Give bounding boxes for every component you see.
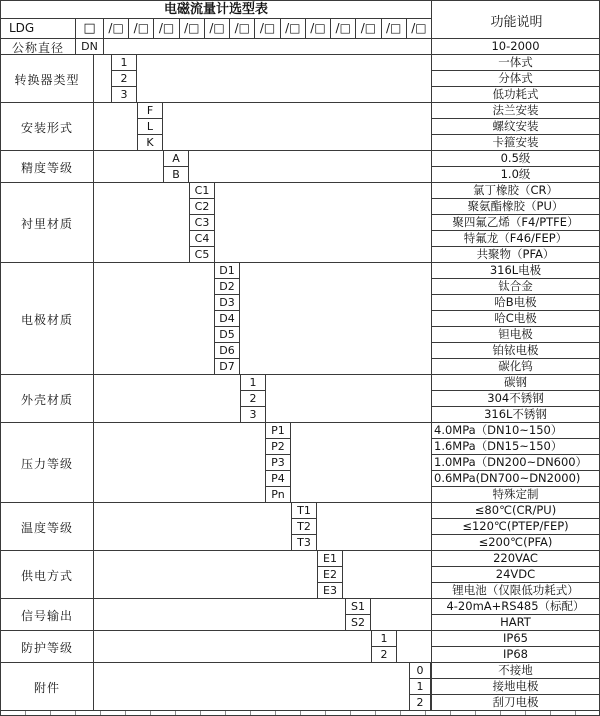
option-code-cell: C1 — [189, 183, 215, 199]
option-code-cell: T2 — [291, 519, 317, 535]
model-code-slot: /□ — [411, 21, 427, 35]
option-code-cell: D5 — [214, 327, 240, 343]
model-code-row — [1, 19, 431, 39]
option-description: 铂铱电极 — [431, 343, 599, 359]
model-code-slot: /□ — [382, 19, 407, 39]
option-description: 哈B电极 — [431, 295, 599, 311]
option-description: ≤80℃(CR/PU) — [431, 503, 599, 519]
option-code-cell: E2 — [317, 567, 343, 583]
option-code-cell: 1 — [111, 55, 137, 71]
section-label: 安装形式 — [1, 103, 94, 151]
section-protection-class — [1, 631, 599, 663]
section-label: 附件 — [1, 663, 94, 711]
option-description: 316L不锈钢 — [431, 407, 599, 423]
option-description: 不接地 — [431, 663, 599, 679]
option-row — [1, 471, 599, 487]
option-code-cell: DN — [76, 39, 104, 55]
option-code-cell: D3 — [214, 295, 240, 311]
option-description: 10-2000 — [431, 39, 599, 55]
option-description: 低功耗式 — [431, 87, 599, 103]
option-row — [1, 359, 599, 375]
option-code-cell: P3 — [265, 455, 291, 471]
option-row — [1, 663, 599, 679]
option-description: 特氟龙（F46/FEP） — [431, 231, 599, 247]
option-row — [1, 119, 599, 135]
spreadsheet-grid-remnant — [1, 711, 599, 715]
option-row — [1, 199, 599, 215]
option-row — [1, 135, 599, 151]
option-row — [1, 263, 599, 279]
option-row — [1, 567, 599, 583]
option-description: 哈C电极 — [431, 311, 599, 327]
option-code-cell: T3 — [291, 535, 317, 551]
option-row — [1, 535, 599, 551]
model-prefix: LDG — [1, 19, 76, 39]
section-label: 信号输出 — [1, 599, 94, 631]
option-description: 316L电极 — [431, 263, 599, 279]
section-label: 防护等级 — [1, 631, 94, 663]
section-power-supply — [1, 551, 599, 599]
option-row — [1, 327, 599, 343]
table-title: 电磁流量计选型表 — [1, 1, 431, 19]
option-description: 0.5级 — [431, 151, 599, 167]
option-code-cell: 2 — [409, 695, 431, 711]
model-code-slot: /□ — [230, 19, 255, 39]
option-description: 1.0级 — [431, 167, 599, 183]
option-code-cell: 1 — [409, 679, 431, 695]
option-code-cell: 1 — [240, 375, 266, 391]
option-row — [1, 439, 599, 455]
option-code-cell: P2 — [265, 439, 291, 455]
option-description: 特殊定制 — [431, 487, 599, 503]
option-description: 0.6MPa(DN700~DN2000) — [431, 471, 599, 487]
option-description: 碳钢 — [431, 375, 599, 391]
option-row — [1, 615, 599, 631]
option-row — [1, 519, 599, 535]
option-row — [1, 583, 599, 599]
option-code-cell: S2 — [345, 615, 371, 631]
section-label: 公称直径 — [1, 39, 76, 55]
option-description: ≤120℃(PTEP/FEP) — [431, 519, 599, 535]
section-label: 外壳材质 — [1, 375, 94, 423]
section-accuracy-class — [1, 151, 599, 183]
option-code-cell: S1 — [345, 599, 371, 615]
option-code-cell: D4 — [214, 311, 240, 327]
option-description: IP68 — [431, 647, 599, 663]
option-code-cell: F — [137, 103, 163, 119]
option-code-cell: C5 — [189, 247, 215, 263]
option-description: 卡箍安装 — [431, 135, 599, 151]
section-installation-type — [1, 103, 599, 151]
option-code-cell: K — [137, 135, 163, 151]
section-label: 温度等级 — [1, 503, 94, 551]
option-row — [1, 503, 599, 519]
model-code-slot: /□ — [356, 19, 381, 39]
option-code-cell: 2 — [371, 647, 397, 663]
option-row — [1, 391, 599, 407]
option-description: 1.6MPa（DN15~150） — [431, 439, 599, 455]
section-pressure-class — [1, 423, 599, 503]
option-description: 4.0MPa（DN10~150） — [431, 423, 599, 439]
option-row — [1, 487, 599, 503]
option-row — [1, 247, 599, 263]
option-code-cell: 3 — [240, 407, 266, 423]
option-row — [1, 551, 599, 567]
option-row — [1, 103, 599, 119]
option-code-cell: L — [137, 119, 163, 135]
option-row — [1, 71, 599, 87]
option-code-cell: D1 — [214, 263, 240, 279]
option-code-cell: 3 — [111, 87, 137, 103]
option-description: 24VDC — [431, 567, 599, 583]
option-code-cell: 1 — [371, 631, 397, 647]
option-row — [1, 279, 599, 295]
model-code-slot: /□ — [180, 19, 205, 39]
option-row — [1, 231, 599, 247]
table-header — [1, 1, 599, 39]
option-description: 304不锈钢 — [431, 391, 599, 407]
section-label: 供电方式 — [1, 551, 94, 599]
option-row — [1, 151, 599, 167]
section-electrode-material — [1, 263, 599, 375]
option-code-cell: C3 — [189, 215, 215, 231]
section-label: 转换器类型 — [1, 55, 94, 103]
option-description: 钽电极 — [431, 327, 599, 343]
model-code-slot: /□ — [306, 19, 331, 39]
option-row — [1, 599, 599, 615]
option-description: 220VAC — [431, 551, 599, 567]
section-label: 精度等级 — [1, 151, 94, 183]
model-code-box: □ — [76, 19, 104, 39]
option-row — [1, 215, 599, 231]
section-label: 电极材质 — [1, 263, 94, 375]
option-row — [1, 647, 599, 663]
option-code-cell: Pn — [265, 487, 291, 503]
option-row — [1, 343, 599, 359]
option-code-cell: 2 — [240, 391, 266, 407]
option-description: 螺纹安装 — [431, 119, 599, 135]
option-description: IP65 — [431, 631, 599, 647]
option-description: 锂电池（仅限低功耗式） — [431, 583, 599, 599]
option-row — [1, 167, 599, 183]
option-description: 氯丁橡胶（CR） — [431, 183, 599, 199]
option-description: 钛合金 — [431, 279, 599, 295]
section-temperature-class — [1, 503, 599, 551]
option-row — [1, 407, 599, 423]
option-description: 1.0MPa（DN200~DN600） — [431, 455, 599, 471]
model-code-slot: /□ — [129, 19, 154, 39]
option-description: ≤200℃(PFA) — [431, 535, 599, 551]
option-code-cell: D6 — [214, 343, 240, 359]
option-description: 聚氨酯橡胶（PU） — [431, 199, 599, 215]
option-code-cell: 0 — [409, 663, 431, 679]
option-description: 共聚物（PFA） — [431, 247, 599, 263]
option-code-cell: P1 — [265, 423, 291, 439]
option-code-cell: E3 — [317, 583, 343, 599]
option-description: HART — [431, 615, 599, 631]
model-code-slot: /□ — [281, 19, 306, 39]
section-label: 衬里材质 — [1, 183, 94, 263]
section-nominal-diameter — [1, 39, 599, 55]
option-description: 刮刀电极 — [431, 695, 599, 711]
option-row — [1, 423, 599, 439]
section-signal-output — [1, 599, 599, 631]
model-code-slot: /□ — [255, 19, 280, 39]
section-converter-type — [1, 55, 599, 103]
option-row — [1, 39, 599, 55]
option-row — [1, 695, 599, 711]
option-row — [1, 55, 599, 71]
option-row — [1, 295, 599, 311]
option-row — [1, 183, 599, 199]
option-code-cell: E1 — [317, 551, 343, 567]
model-code-slot: /□ — [104, 19, 129, 39]
function-column-header: 功能说明 — [431, 1, 600, 39]
option-description: 接地电极 — [431, 679, 599, 695]
section-label: 压力等级 — [1, 423, 94, 503]
option-description: 一体式 — [431, 55, 599, 71]
option-code-cell: C4 — [189, 231, 215, 247]
option-code-cell: 2 — [111, 71, 137, 87]
option-row — [1, 679, 599, 695]
option-description: 碳化钨 — [431, 359, 599, 375]
section-housing-material — [1, 375, 599, 423]
option-code-cell: A — [163, 151, 189, 167]
option-code-cell: D2 — [214, 279, 240, 295]
option-row — [1, 87, 599, 103]
model-code-slot: /□ — [205, 19, 230, 39]
section-lining-material — [1, 183, 599, 263]
section-accessories — [1, 663, 599, 711]
option-code-cell: P4 — [265, 471, 291, 487]
option-description: 分体式 — [431, 71, 599, 87]
option-description: 聚四氟乙烯（F4/PTFE） — [431, 215, 599, 231]
option-row — [1, 455, 599, 471]
option-row — [1, 631, 599, 647]
model-code-slot: /□ — [331, 19, 356, 39]
option-code-cell: B — [163, 167, 189, 183]
option-row — [1, 311, 599, 327]
option-row — [1, 375, 599, 391]
option-description: 4-20mA+RS485（标配） — [431, 599, 599, 615]
option-code-cell: T1 — [291, 503, 317, 519]
model-code-slot: /□ — [154, 19, 179, 39]
option-description: 法兰安装 — [431, 103, 599, 119]
option-code-cell: C2 — [189, 199, 215, 215]
option-code-cell: D7 — [214, 359, 240, 375]
